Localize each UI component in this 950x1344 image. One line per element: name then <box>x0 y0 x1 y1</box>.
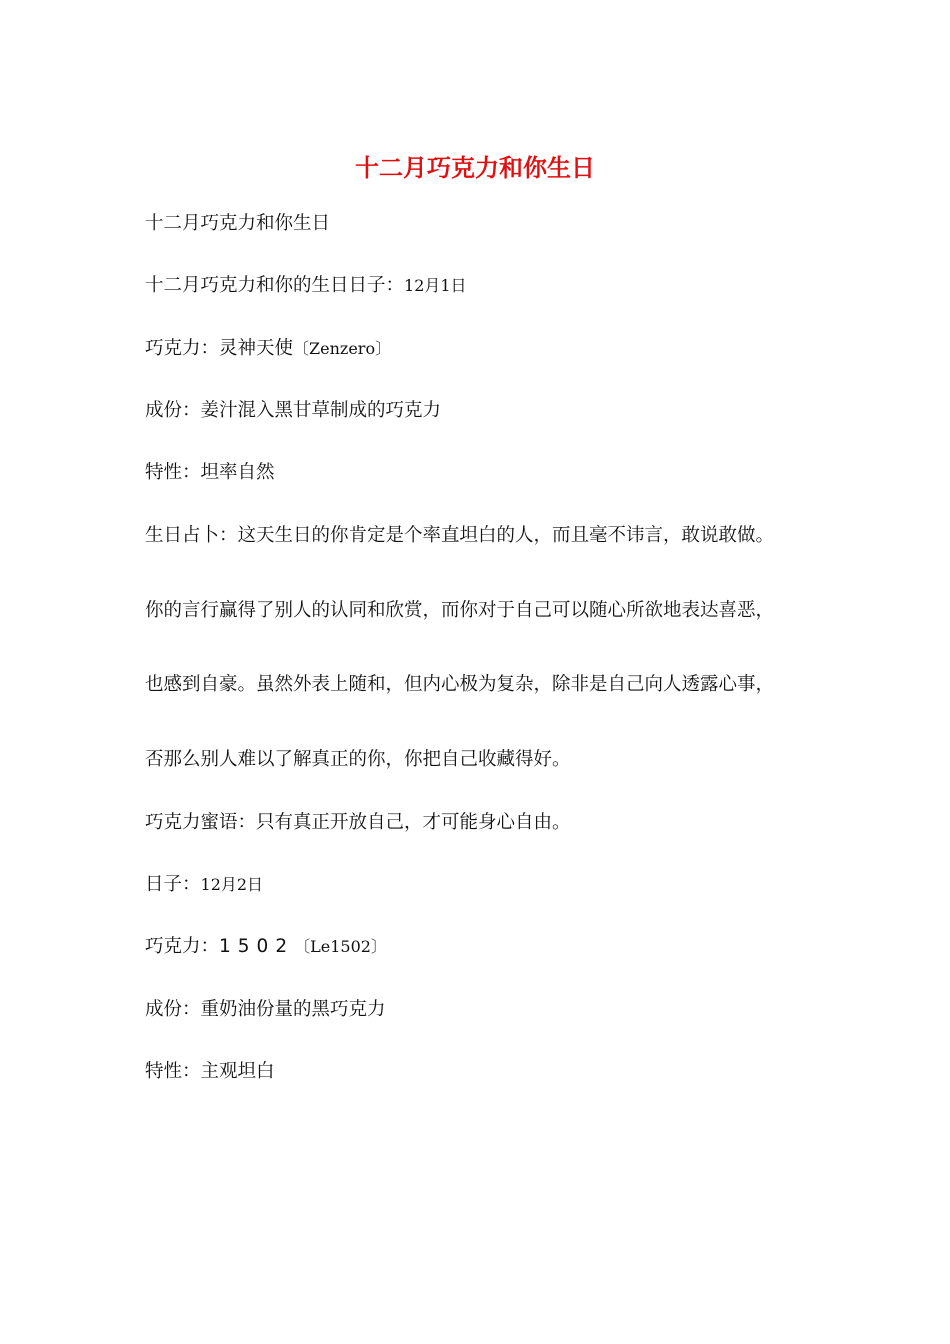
document-title: 十二月巧克力和你生日 <box>355 154 595 182</box>
chocolate-number: 1502 <box>219 936 295 957</box>
paragraph-fortune-line-2 <box>145 598 825 624</box>
paragraph-fortune-line-1 <box>145 523 825 549</box>
paragraph-text: 十二月巧克力和你生日 <box>145 213 331 234</box>
paragraph-date-1 <box>145 273 825 299</box>
paragraph-ingredients-2 <box>145 997 825 1023</box>
paragraph-text: 也感到自豪。虽然外表上随和，但内心极为复杂，除非是自己向人透露心事， <box>145 674 775 695</box>
paragraph-text: 特性：主观坦白 <box>145 1061 275 1082</box>
paragraph-text: 巧克力蜜语：只有真正开放自己，才可能身心自由。 <box>145 812 571 833</box>
paragraph-text: 成份：重奶油份量的黑巧克力 <box>145 999 386 1020</box>
paragraph-text: 生日占卜：这天生日的你肯定是个率直坦白的人，而且毫不讳言，敢说敢做。 <box>145 525 775 546</box>
paragraph-text: 你的言行赢得了别人的认同和欣赏，而你对于自己可以随心所欲地表达喜恶， <box>145 600 775 621</box>
paragraph-trait-1 <box>145 460 825 486</box>
date-label: 日子： <box>145 874 201 895</box>
paragraph-chocolate-2 <box>145 934 825 960</box>
paragraph-ingredients-1 <box>145 398 825 424</box>
chocolate-code: 〔Zenzero〕 <box>293 339 392 358</box>
paragraph-text: 否那么别人难以了解真正的你，你把自己收藏得好。 <box>145 749 571 770</box>
paragraph-trait-2 <box>145 1059 825 1085</box>
paragraph-subtitle <box>145 211 825 237</box>
date-label: 十二月巧克力和你的生日日子： <box>145 275 405 296</box>
paragraph-text: 成份：姜汁混入黑甘草制成的巧克力 <box>145 400 442 421</box>
paragraph-text: 特性：坦率自然 <box>145 462 275 483</box>
date-value: 12月1日 <box>404 276 467 295</box>
chocolate-label: 巧克力：灵神天使 <box>145 338 294 359</box>
paragraph-chocolate-1 <box>145 336 825 362</box>
date-value: 12月2日 <box>200 875 264 894</box>
chocolate-code: 〔Le1502〕 <box>294 937 387 956</box>
paragraph-sweet-words <box>145 810 825 836</box>
paragraph-date-2 <box>145 872 825 898</box>
paragraph-fortune-line-3 <box>145 672 825 698</box>
paragraph-fortune-line-4 <box>145 747 825 773</box>
chocolate-label: 巧克力： <box>145 936 220 957</box>
